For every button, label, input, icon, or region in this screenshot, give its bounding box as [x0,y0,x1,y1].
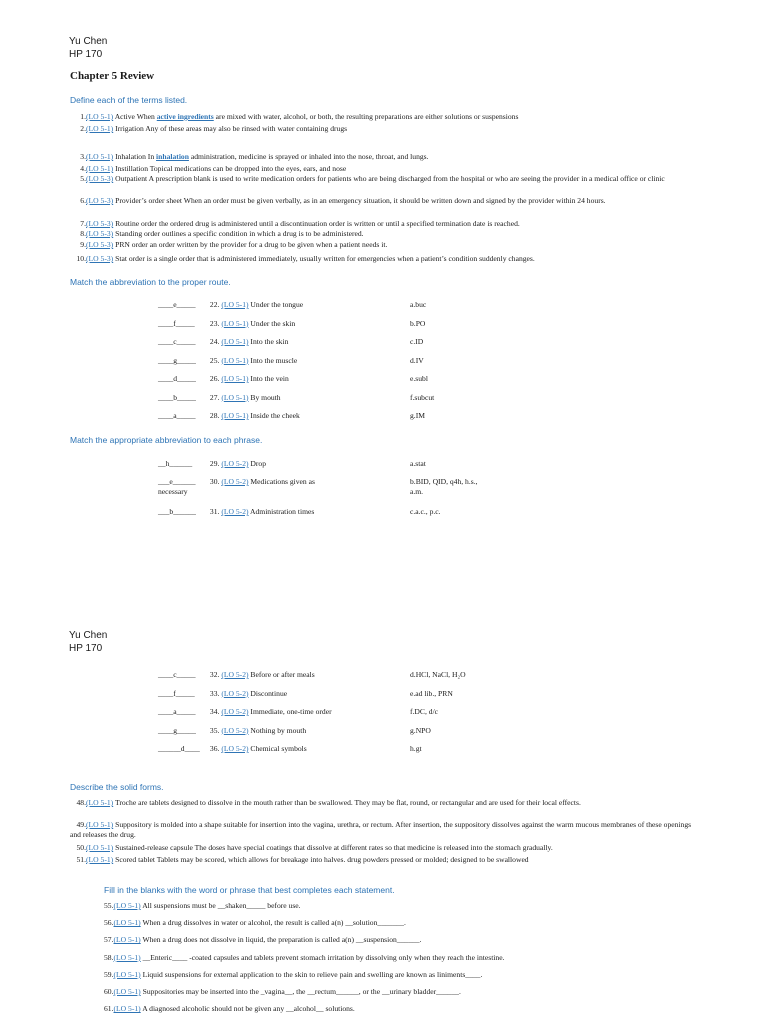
answer-option-continued: a.m. [410,486,424,496]
lo-link[interactable]: (LO 5-1) [113,952,141,962]
answer-blank[interactable]: ______d____ [158,744,200,753]
lo-link[interactable]: (LO 5-1) [221,411,249,420]
item-text: Immediate, one-time order [250,707,332,716]
item-number: 35. [209,725,220,735]
answer-option: f.subcut [410,392,435,402]
answer-option: g.NPO [410,725,431,735]
lo-link[interactable]: (LO 5-3) [86,240,114,249]
item-number: 1. [80,112,86,121]
lo-link[interactable]: (LO 5-1) [86,855,114,864]
item-text: Chemical symbols [250,744,307,753]
lo-link[interactable]: (LO 5-1) [221,337,249,346]
item-number: 34. [209,707,220,716]
match-row [158,337,578,347]
answer-option: f.DC, d/c [410,707,439,716]
answer-blank[interactable]: ____g_____ [158,355,196,365]
item-text: Inside the cheek [250,411,300,420]
item-number: 29. [209,459,220,468]
list-item [70,196,698,206]
lo-link[interactable]: (LO 5-1) [113,935,141,945]
match-row [158,393,578,403]
list-item [70,229,698,239]
lo-link[interactable]: (LO 5-1) [86,820,114,829]
item-text: Irrigation Any of these areas may also be rinsed with water containing drugs [115,124,348,133]
item-number: 55. [104,901,114,910]
match-row [158,459,578,469]
lo-link[interactable]: (LO 5-1) [221,355,249,365]
list-item [104,987,704,997]
item-number: 22. [209,300,220,309]
item-number: 31. [209,507,220,516]
item-text: Active When [114,112,157,121]
item-number: 32. [209,670,220,679]
item-text: Provider’s order sheet When an order must be given verbally, as in an emergency situation, it should be written down and signed by the provider within 24 hours. [115,196,606,205]
answer-option [410,459,530,469]
item-number: 10. [76,254,86,263]
answer-option: b.PO [410,318,426,328]
lo-link[interactable]: (LO 5-2) [221,507,249,516]
item-text: Standing order outlines a specific condition in which a drug is to be administered. [115,229,364,238]
lo-link[interactable]: (LO 5-1) [113,918,141,928]
lo-link[interactable]: (LO 5-1) [86,843,114,852]
lo-link[interactable]: (LO 5-1) [86,112,114,121]
section-heading-solid: Describe the solid forms. [70,782,164,792]
list-item [70,798,698,808]
answer-option-text: a.stat [410,459,426,468]
item-text: Scored tablet Tablets may be scored, which allows for breakage into halves. drug powders pressed or molded; designed to be swallowed [115,855,529,864]
list-item [70,152,698,162]
list-item [70,843,698,853]
item-number: 4. [80,164,86,173]
lo-link[interactable]: (LO 5-2) [221,459,249,468]
answer-blank[interactable]: __h______ [158,459,193,468]
answer-blank[interactable]: ____a_____ [158,707,196,716]
lo-link[interactable]: (LO 5-3) [86,174,114,183]
match-row [158,744,578,754]
item-number: 50. [76,843,86,852]
match-row [158,707,578,717]
item-number: 23. [209,318,220,328]
list-item [70,240,698,250]
item-text: Medications given as [250,477,315,486]
list-item [70,855,698,865]
item-number: 24. [209,337,220,346]
answer-blank[interactable]: ____e_____ [158,300,196,309]
section-heading-fill: Fill in the blanks with the word or phrase that best completes each statement. [104,885,395,895]
list-item [70,219,698,229]
lo-link[interactable]: (LO 5-1) [113,969,141,979]
lo-link[interactable]: (LO 5-1) [221,318,249,328]
list-item [70,254,698,264]
item-text: Under the tongue [250,300,304,309]
answer-blank[interactable]: ___e______ [158,477,196,486]
item-text-post: are mixed with water, alcohol, or both, the resulting preparations are either solutions or suspensions [213,112,519,121]
item-text: When a drug dissolves in water or alcohol, the result is called a(n) __solution_______. [142,918,406,928]
item-text: Routine order the ordered drug is administered until a discontinuation order is written or until a specified termination date is reached. [115,219,520,228]
list-item [104,918,704,928]
lo-link[interactable]: (LO 5-1) [221,392,249,402]
item-text: Sustained-release capsule The doses have special coatings that dissolve at different rates so that medicine is released into the stomach gradually. [115,843,553,852]
item-text: When a drug does not dissolve in liquid, the preparation is called a(n) __suspension______. [142,935,422,945]
answer-blank[interactable]: ____c_____ [158,337,196,346]
page-title: Chapter 5 Review [70,70,155,82]
item-text: Into the muscle [250,355,298,365]
answer-option [410,477,530,496]
item-number: 8. [80,229,86,238]
course-code: HP 170 [69,49,103,60]
item-number: 30. [209,477,220,486]
lo-link[interactable]: (LO 5-2) [221,688,249,698]
match-row [158,300,578,310]
match-row [158,356,578,366]
list-item [104,901,704,911]
item-number: 59. [104,969,114,979]
answer-option: e.subl [410,374,428,383]
item-number: 7. [80,219,86,228]
item-number: 48. [76,798,86,807]
course-code-2: HP 170 [69,643,103,654]
term-link[interactable]: active ingredients [156,112,214,121]
list-item [104,970,704,980]
list-item [104,935,704,945]
item-number: 27. [209,392,220,402]
answer-option-text: b.BID, QID, q4h, h.s., [410,477,478,486]
list-item [70,164,698,174]
item-text: Into the skin [250,337,289,346]
lo-link[interactable]: (LO 5-3) [86,196,114,205]
lo-link[interactable]: (LO 5-3) [86,229,114,238]
item-text-continued: necessary [158,486,188,496]
item-number: 36. [209,744,220,753]
section-heading-define: Define each of the terms listed. [70,95,188,105]
answer-blank[interactable]: ____b_____ [158,392,196,402]
item-text: PRN order an order written by the provider for a drug to be given when a patient needs it. [115,240,388,249]
match-row [158,411,578,421]
item-text: Under the skin [250,318,296,328]
answer-option: d.HCl, NaCl, H₂O [410,670,466,679]
item-number: 3. [80,152,86,161]
match-row [158,507,578,517]
item-text: Suppository is molded into a shape suitable for insertion into the vagina, urethra, or rectum. After insertion, the suppository dissolves against the warm mucous membranes of these openings and releases the drug. [70,820,692,839]
match-row [158,726,578,736]
answer-blank[interactable]: ____d_____ [158,374,196,383]
answer-blank[interactable]: ____f_____ [158,318,195,328]
lo-link[interactable]: (LO 5-2) [221,707,249,716]
section-heading-route: Match the abbreviation to the proper route. [70,277,231,287]
list-item [70,124,698,134]
list-item [104,953,704,963]
lo-link[interactable]: (LO 5-1) [113,1004,141,1014]
item-number: 26. [209,374,220,383]
term-link[interactable]: inhalation [156,152,189,161]
answer-option [410,507,530,517]
item-number: 61. [104,1004,114,1014]
item-text: Liquid suspensions for external application to the skin to relieve pain and swelling are known as liniments____. [142,969,483,979]
answer-blank[interactable]: ____g_____ [158,725,196,735]
answer-blank[interactable]: ___b______ [158,507,196,516]
lo-link[interactable]: (LO 5-2) [221,744,249,753]
lo-link[interactable]: (LO 5-3) [86,254,114,263]
match-row [158,689,578,699]
list-item [70,820,698,839]
item-number: 57. [104,935,114,945]
lo-link[interactable]: (LO 5-1) [86,124,114,133]
item-text-post: administration, medicine is sprayed or inhaled into the nose, throat, and lungs. [188,152,429,161]
match-row [158,319,578,329]
answer-option: e.ad lib., PRN [410,688,453,698]
item-number: 25. [209,355,220,365]
item-number: 9. [80,240,86,249]
item-text: Suppositories may be inserted into the _vagina__, the __rectum______, or the __urinary bladder______. [142,987,461,996]
lo-link[interactable]: (LO 5-1) [113,987,141,996]
item-number: 56. [104,918,114,928]
item-number: 33. [209,688,220,698]
item-text: __Enteric____ -coated capsules and tablets prevent stomach irritation by dissolving only when they reach the intestine. [142,952,505,962]
lo-link[interactable]: (LO 5-1) [221,300,249,309]
item-text: By mouth [250,392,281,402]
item-number: 49. [76,820,86,829]
student-name-2: Yu Chen [69,630,108,641]
answer-option: h.gt [410,744,422,753]
answer-blank[interactable]: ____a_____ [158,411,196,420]
item-text: Administration times [250,507,315,516]
item-number: 6. [80,196,86,205]
match-row [158,477,578,496]
match-row [158,670,578,680]
answer-option: g.IM [410,411,425,420]
lo-link[interactable]: (LO 5-2) [221,477,249,486]
item-text: Outpatient A prescription blank is used to write medication orders for patients who are being discharged from the hospital or who are seeing the provider in a medical office or clinic [115,174,665,183]
item-number: 51. [76,855,86,864]
item-text: All suspensions must be __shaken_____ before use. [142,901,301,910]
lo-link[interactable]: (LO 5-1) [86,152,114,161]
answer-blank[interactable]: ____c_____ [158,670,196,679]
match-row [158,374,578,384]
answer-blank[interactable]: ____f_____ [158,688,195,698]
lo-link[interactable]: (LO 5-2) [221,725,249,735]
list-item [70,174,698,184]
item-number: 60. [104,987,114,996]
item-text: Inhalation In [115,152,157,161]
lo-link[interactable]: (LO 5-1) [221,374,249,383]
list-item [70,112,698,122]
item-text: Before or after meals [250,670,315,679]
student-name: Yu Chen [69,36,108,47]
lo-link[interactable]: (LO 5-3) [86,219,114,228]
section-heading-abbrev: Match the appropriate abbreviation to each phrase. [70,435,263,445]
item-number: 5. [80,174,86,183]
list-item [104,1004,704,1014]
item-number: 2. [80,124,86,133]
item-text: Drop [250,459,267,468]
answer-option: a.buc [410,300,427,309]
item-text: Nothing by mouth [250,725,307,735]
item-text: A diagnosed alcoholic should not be given any __alcohol__ solutions. [142,1004,355,1014]
item-text: Instillation Topical medications can be dropped into the eyes, ears, and nose [115,164,347,173]
item-text: Into the vein [250,374,289,383]
lo-link[interactable]: (LO 5-2) [221,670,249,679]
item-number: 58. [104,952,114,962]
item-text: Discontinue [250,688,288,698]
item-text: Troche are tablets designed to dissolve in the mouth rather than be swallowed. They may be flat, round, or rectangular and are used for their local effects. [114,798,581,807]
item-text: Stat order is a single order that is administered immediately, usually written for emergencies when a patient’s condition suddenly changes. [115,254,535,263]
answer-option: d.IV [410,355,424,365]
item-number: 28. [209,411,220,420]
lo-link[interactable]: (LO 5-1) [113,901,141,910]
answer-option-text: c.a.c., p.c. [410,507,441,516]
answer-option: c.ID [410,337,424,346]
lo-link[interactable]: (LO 5-1) [86,798,114,807]
lo-link[interactable]: (LO 5-1) [86,164,114,173]
